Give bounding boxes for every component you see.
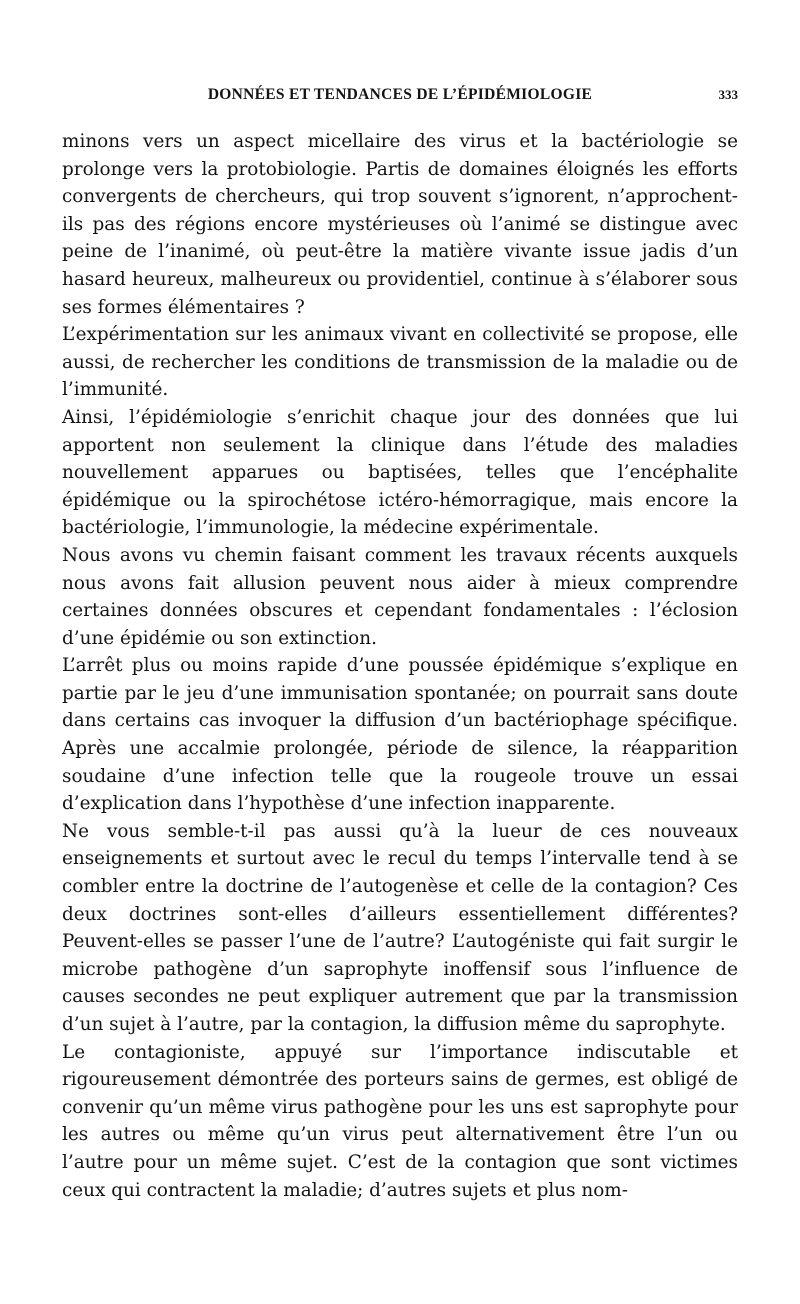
paragraph-6: Ne vous semble-t-il pas aussi qu’à la lueur de ces nouveaux enseignements et surtout avec le recul du temps l’intervalle tend à se combler entre la doctrine de l’autogenèse et celle de la contagion? Ces deux doctrines sont-elles d’ailleurs essentiellement différentes? Peuvent-elles se passer l’une de l’autre? L’autogéniste qui fait surgir le microbe pathogène d’un saprophyte inoffensif sous l’influence de causes secondes ne peut expliquer autrement que par la transmission d’un sujet à l’autre, par la contagion, la diffusion même du saprophyte. [62,820,738,1035]
paragraph-7: Le contagioniste, appuyé sur l’importance indiscutable et rigoureusement démontrée des porteurs sains de germes, est obligé de convenir qu’un même virus pathogène pour les uns est saprophyte pour les autres ou même qu’un virus peut alternativement être l’un ou l’autre pour un même sujet. C’est de la contagion que sont victimes ceux qui contractent la maladie; d’autres sujets et plus nom- [62,1041,738,1201]
paragraph-4: Nous avons vu chemin faisant comment les travaux récents auxquels nous avons fait allusion peuvent nous aider à mieux comprendre certaines données obscures et cependant fondamentales : l’éclosion d’une épidémie ou son extinction. [62,544,738,649]
paragraph-5: L’arrêt plus ou moins rapide d’une poussée épidémique s’explique en partie par le jeu d’une immunisation spontanée; on pourrait sans doute dans certains cas invoquer la diffusion d’un bactériophage spécifique. Après une accalmie prolongée, période de silence, la réapparition soudaine d’une infection telle que la rougeole trouve un essai d’explication dans l’hypothèse d’une infection inapparente. [62,655,738,815]
paragraph-3: Ainsi, l’épidémiologie s’enrichit chaque jour des données que lui apportent non seulement la clinique dans l’étude des maladies nouvellement apparues ou baptisées, telles que l’encéphalite épidémique ou la spirochétose ictéro-hémorragique, mais encore la bactériologie, l’immunologie, la médecine expérimentale. [62,406,738,539]
paragraph-1: minons vers un aspect micellaire des virus et la bactériologie se prolonge vers la protobiologie. Partis de domaines éloignés les efforts convergents de chercheurs, qui trop souvent s’ignorent, n’approchent-ils pas des régions encore mystérieuses où l’animé se distingue avec peine de l’inanimé, où peut-être la matière vivante issue jadis d’un hasard heureux, malheureux ou providentiel, continue à s’élaborer sous ses formes élémentaires ? [62,131,738,318]
body-text [62,128,738,1204]
running-header [62,86,738,110]
page-number: 333 [718,87,738,102]
running-title: DONNÉES ET TENDANCES DE L’ÉPIDÉMIOLOGIE [207,86,593,103]
paragraph-2: L’expérimentation sur les animaux vivant en collectivité se propose, elle aussi, de rechercher les conditions de transmission de la maladie ou de l’immunité. [62,324,738,401]
